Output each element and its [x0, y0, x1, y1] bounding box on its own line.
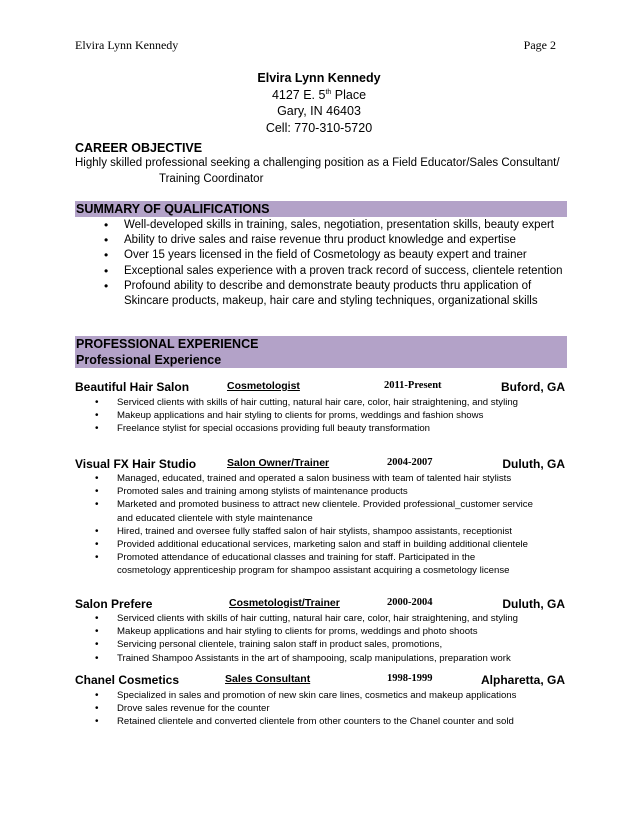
job-duties-list [0, 472, 533, 578]
qualifications-title: SUMMARY OF QUALIFICATIONS [75, 201, 567, 217]
qualification-item: • Exceptional sales experience with a proven track record of success, clientele retention [0, 264, 563, 279]
job-duty: • Hired, trained and oversee fully staffed salon of hair stylists, shampoo assistants, receptionist [0, 525, 533, 538]
job-duty: • Trained Shampoo Assistants in the art of shampooing, scalp manipulations, preparation work [0, 652, 518, 665]
street-suffix: th [325, 88, 332, 96]
job-duty: • Serviced clients with skills of hair cutting, natural hair care, color, hair straightening, and styling [0, 612, 518, 625]
job-company: Chanel Cosmetics [75, 673, 180, 687]
job-duty: • Freelance stylist for special occasions providing full beauty transformation [0, 422, 518, 435]
job-dates: 1998-1999 [387, 673, 433, 684]
job-duty: • Makeup applications and hair styling to clients for proms, weddings and fashion shows [0, 409, 518, 422]
contact-block [0, 70, 638, 136]
contact-cell: Cell: 770-310-5720 [265, 120, 373, 135]
job-location: Buford, GA [501, 380, 565, 394]
job-duty: • Serviced clients with skills of hair cutting, natural hair care, color, hair straightening, and styling [0, 396, 518, 409]
job-entry-salon-prefere [75, 597, 565, 613]
job-duty: • Marketed and promoted business to attract new clientele. Provided professional_customer service [0, 498, 533, 511]
experience-title: PROFESSIONAL EXPERIENCE [76, 337, 259, 351]
job-dates: 2004-2007 [387, 457, 433, 468]
job-title: Cosmetologist [227, 380, 300, 392]
street-number: 4127 E. 5 [271, 87, 326, 102]
career-objective-line1: Highly skilled professional seeking a challenging position as a Field Educator/Sales Consultant/ [75, 157, 560, 169]
job-duty: • Servicing personal clientele, training salon staff in product sales, promotions, [0, 638, 518, 651]
job-company: Beautiful Hair Salon [75, 380, 190, 394]
job-duty: • Managed, educated, trained and operated a salon business with team of talented hair stylists [0, 472, 533, 485]
job-entry-beautiful-hair-salon [75, 380, 565, 396]
job-duty: • Makeup applications and hair styling to clients for proms, weddings and photo shoots [0, 625, 518, 638]
career-objective-line2: Training Coordinator [159, 173, 264, 185]
career-objective-title: CAREER OBJECTIVE [75, 141, 203, 155]
contact-name: Elvira Lynn Kennedy [257, 71, 381, 85]
job-title: Cosmetologist/Trainer [229, 597, 340, 609]
job-location: Duluth, GA [502, 597, 565, 611]
qualification-item: • Well-developed skills in training, sales, negotiation, presentation skills, beauty expert [0, 218, 563, 233]
job-dates: 2000-2004 [387, 597, 433, 608]
job-entry-visual-fx [75, 457, 565, 473]
job-entry-chanel [75, 673, 565, 689]
job-dates: 2011-Present [384, 380, 442, 391]
job-location: Duluth, GA [502, 457, 565, 471]
street-name: Place [331, 87, 367, 102]
contact-street [0, 87, 638, 104]
job-duties-list [0, 396, 518, 436]
job-duty-continued: cosmetology apprenticeship program for shampoo assistant acquiring a cosmetology license [117, 565, 510, 577]
page-number: Page 2 [523, 38, 556, 52]
contact-city: Gary, IN 46403 [277, 104, 361, 118]
qualification-item: • Over 15 years licensed in the field of Cosmetology as beauty expert and trainer [0, 248, 563, 263]
job-duty: • Promoted attendance of educational classes and training for staff. Participated in the [0, 551, 533, 564]
experience-subtitle: Professional Experience [76, 353, 222, 367]
job-company: Visual FX Hair Studio [75, 457, 197, 471]
job-duty: • Specialized in sales and promotion of new skin care lines, cosmetics and makeup applications [0, 689, 516, 702]
job-title: Sales Consultant [225, 673, 311, 685]
qualifications-list [0, 218, 563, 309]
job-location: Alpharetta, GA [480, 673, 565, 687]
job-duties-list [0, 612, 518, 665]
job-duties-list [0, 689, 516, 729]
qualification-item: • Ability to drive sales and raise revenue thru product knowledge and expertise [0, 233, 563, 248]
qualification-item: • Profound ability to describe and demonstrate beauty products thru application of [0, 279, 563, 294]
job-duty: • Provided additional educational services, marketing salon and staff in building additional clientele [0, 538, 533, 551]
job-duty: • Promoted sales and training among stylists of maintenance products [0, 485, 533, 498]
job-company: Salon Prefere [75, 597, 153, 611]
job-title: Salon Owner/Trainer [227, 457, 330, 469]
job-duty-continued: and educated clientele with style maintenance [117, 512, 313, 524]
experience-header [75, 336, 567, 368]
job-duty: • Retained clientele and converted clientele from other counters to the Chanel counter and sold [0, 715, 516, 728]
page-header-name: Elvira Lynn Kennedy [75, 38, 179, 52]
job-duty: • Drove sales revenue for the counter [0, 702, 516, 715]
qualification-item-continued: Skincare products, makeup, hair care and styling techniques, organizational skills [124, 295, 538, 308]
